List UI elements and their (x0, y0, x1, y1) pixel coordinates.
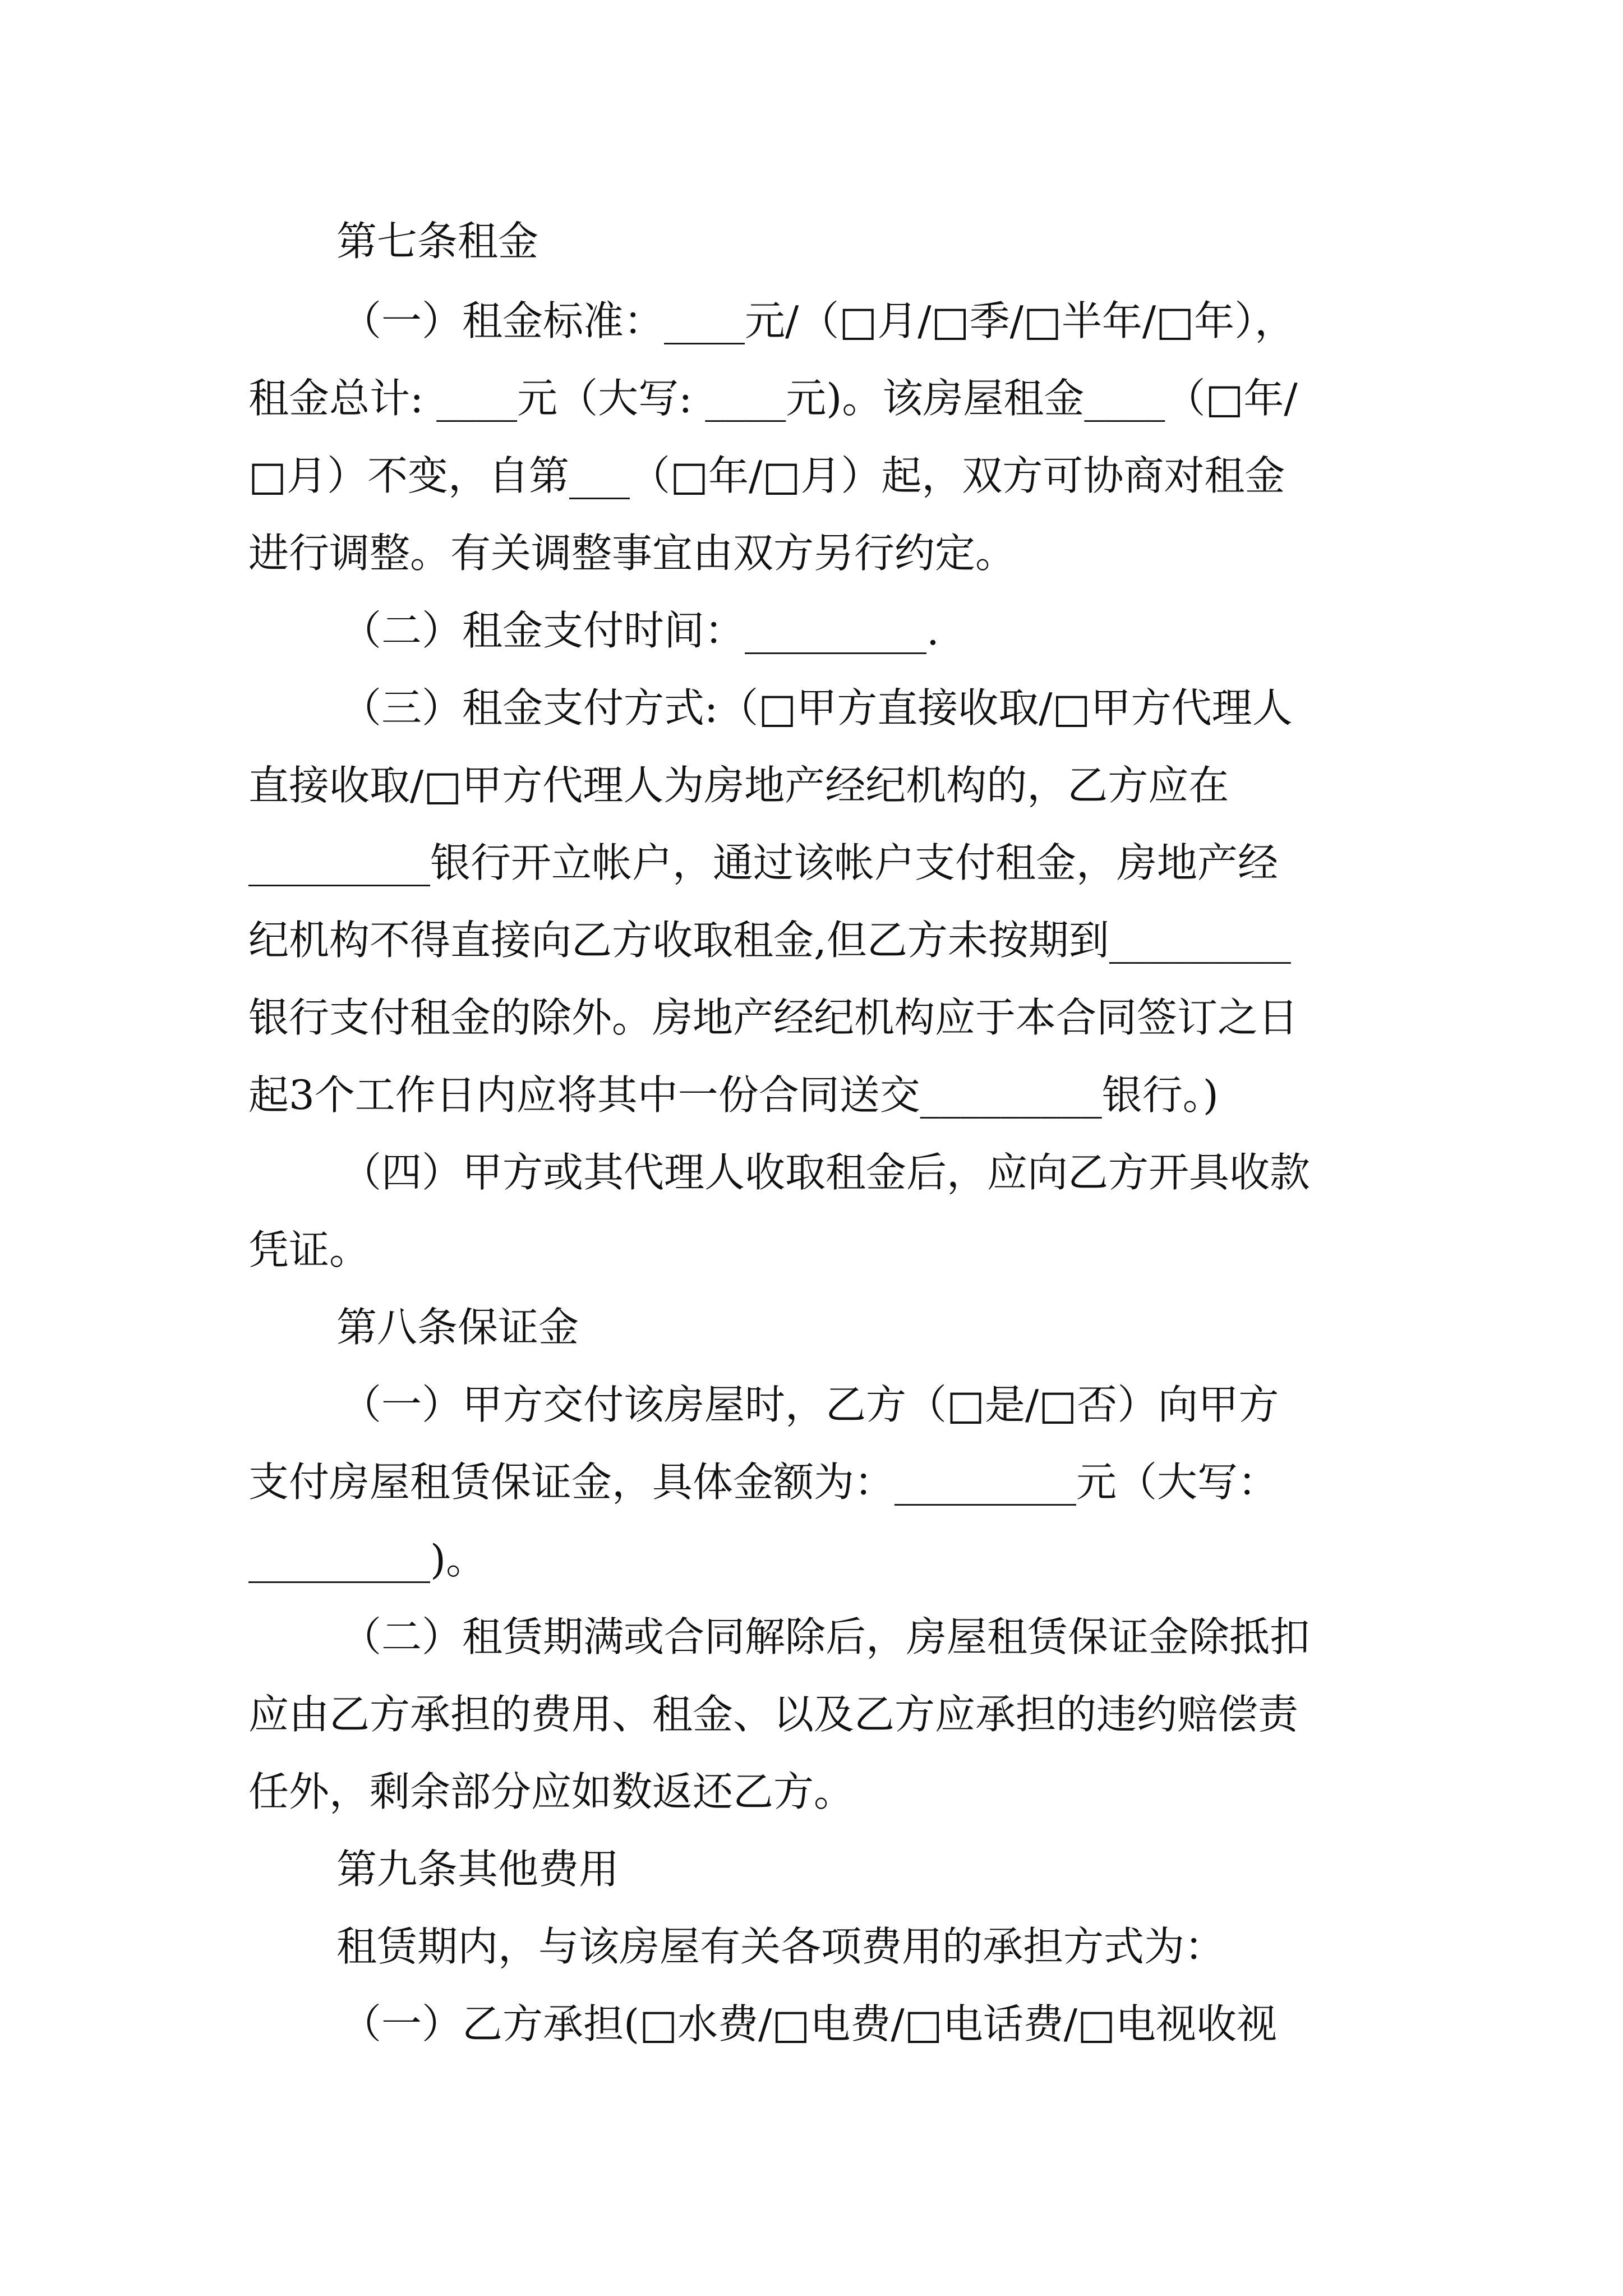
refund-line-1: （二）租赁期满或合同解除后，房屋租赁保证金除抵扣 (341, 1613, 1311, 1660)
rent-standard-line-2: 租金总计: ____元（大写: ____元)。该房屋租金____（□年/ (248, 375, 1298, 422)
payment-method-line-2: 直接收取/□甲方代理人为房地产经纪机构的，乙方应在 (248, 762, 1229, 809)
deposit-line-1: （一）甲方交付该房屋时，乙方（□是/□否）向甲方 (341, 1381, 1279, 1428)
deposit-line-3: _________)。 (248, 1536, 487, 1583)
article8-heading: 第八条保证金 (336, 1304, 579, 1351)
other-costs-intro: 租赁期内，与该房屋有关各项费用的承担方式为： (336, 1923, 1225, 1970)
rent-standard-line-1: （一）租金标准：____元/（□月/□季/□半年/□年）， (341, 297, 1295, 344)
deposit-line-2: 支付房屋租赁保证金，具体金额为：_________元（大写： (248, 1458, 1279, 1506)
refund-line-2: 应由乙方承担的费用、租金、以及乙方应承担的违约赔偿责 (248, 1691, 1299, 1738)
payment-time-line: （二）租金支付时间：_________. (341, 607, 939, 654)
payment-method-line-1: （三）租金支付方式:（□甲方直接收取/□甲方代理人 (341, 684, 1293, 731)
rent-standard-line-3: □月）不变，自第___（□年/□月）起，双方可协商对租金 (248, 452, 1285, 499)
tenant-costs-line: （一）乙方承担(□水费/□电费/□电话费/□电视收视 (341, 2000, 1277, 2047)
receipt-line-2: 凭证。 (248, 1226, 370, 1273)
article9-heading: 第九条其他费用 (336, 1846, 620, 1893)
receipt-line-1: （四）甲方或其代理人收取租金后，应向乙方开具收款 (341, 1149, 1311, 1196)
article7-heading: 第七条租金 (336, 218, 539, 265)
rent-standard-line-4: 进行调整。有关调整事宜由双方另行约定。 (248, 530, 1016, 577)
payment-method-line-6: 起3个工作日内应将其中一份合同送交_________银行。) (248, 1071, 1219, 1119)
payment-method-line-5: 银行支付租金的除外。房地产经纪机构应于本合同签订之日 (248, 994, 1299, 1041)
payment-method-line-4: 纪机构不得直接向乙方收取租金,但乙方未按期到_________ (248, 917, 1291, 964)
refund-line-3: 任外，剩余部分应如数返还乙方。 (248, 1768, 855, 1815)
payment-method-line-3: _________银行开立帐户，通过该帐户支付租金，房地产经 (248, 839, 1279, 886)
